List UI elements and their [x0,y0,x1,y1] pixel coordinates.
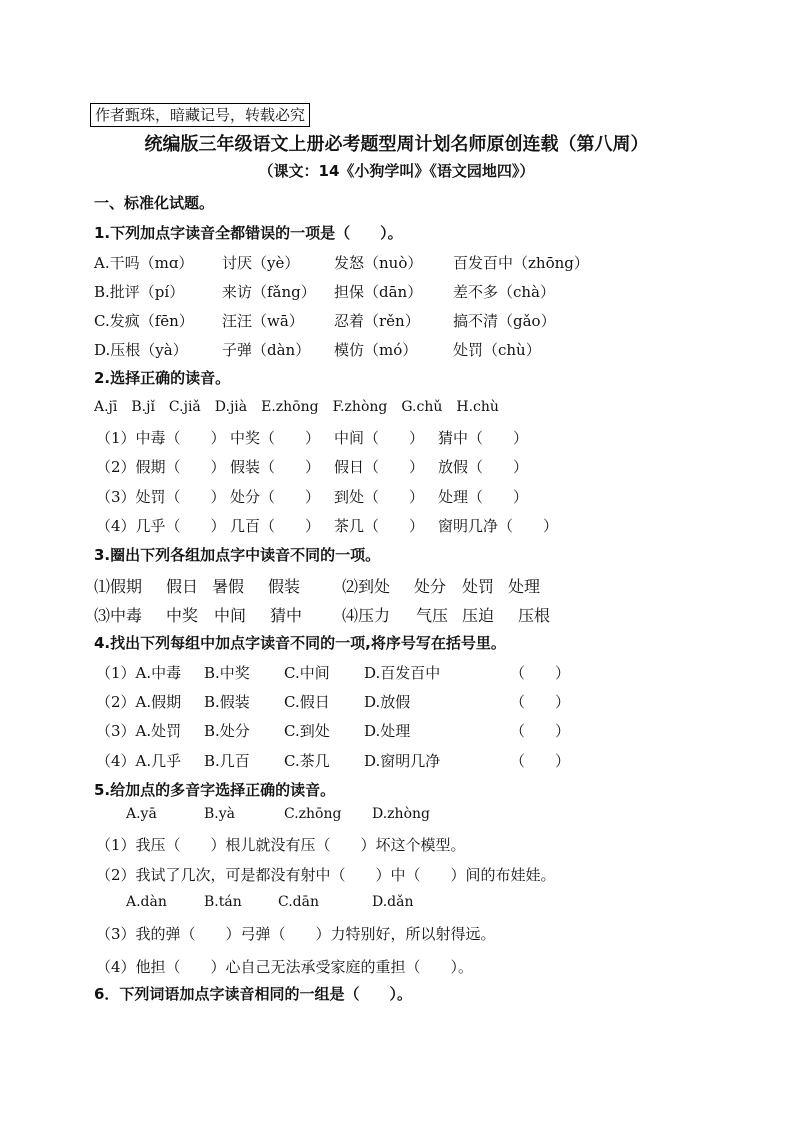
q2-word-blank: 处分（ ） [230,488,321,506]
question-2-stem: 2.选择正确的读音。 [94,369,231,387]
q5-sentence-3: （3）我的弹（ ）弓弹（ ）力特别好，所以射得远。 [96,925,496,943]
worksheet-subtitle: （课文：14《小狗学叫》《语文园地四》） [258,162,535,180]
question-5-stem: 5.给加点的多音字选择正确的读音。 [94,781,336,799]
q2-word-blank: （3）处罚（ ） [96,488,226,506]
q1-word: 搞不清（gǎo） [453,312,556,330]
q4-item-row [96,750,696,774]
q3-word: 压根 [518,606,551,625]
q4-option: （1）A.中毒 [96,664,182,682]
q4-answer-blank: （ ） [510,722,571,740]
q3-word: ⑵到处 [342,577,391,596]
q2-word-blank: （1）中毒（ ） [96,429,226,447]
q4-option: C.中间 [284,664,330,682]
q5-pinyin-options [126,894,626,918]
q4-option: （4）A.几乎 [96,752,182,770]
q4-option: B.假装 [204,693,250,711]
q1-word: 子弹（dàn） [222,341,311,359]
author-notice-box: 作者甄珠，暗藏记号，转载必究 [90,103,310,127]
question-4-stem: 4.找出下列每组中加点字读音不同的一项,将序号写在括号里。 [94,634,506,652]
q4-option: （2）A.假期 [96,693,182,711]
q3-word: 中奖 [166,606,199,625]
q3-word: ⑶中毒 [94,606,143,625]
q3-word: 暑假 [212,577,245,596]
q4-option: D.放假 [364,693,411,711]
q5-option: D.zhòng [372,806,430,822]
q5-option: A.yā [126,806,157,822]
q4-option: D.处理 [364,722,411,740]
q2-word-blank: 茶几（ ） [334,517,425,535]
q2-word-blank: （4）几乎（ ） [96,517,226,535]
q1-option-row [94,252,694,276]
q2-word-blank: 窗明几净（ ） [438,517,559,535]
q4-answer-blank: （ ） [510,664,571,682]
q5-sentence-2: （2）我试了几次，可是都没有射中（ ）中（ ）间的布娃娃。 [96,866,556,884]
q1-word: 汪汪（wā） [222,312,304,330]
worksheet-title: 统编版三年级语文上册必考题型周计划名师原创连载（第八周） [144,134,649,155]
q2-word-blank: 几百（ ） [230,517,321,535]
q5-sentence-1: （1）我压（ ）根儿就没有压（ ）坏这个模型。 [96,836,466,854]
q1-option-row [94,339,694,363]
q1-option-row [94,310,694,334]
q2-item-row [96,515,696,539]
q5-option: C.zhōng [284,806,342,822]
q3-group-row [94,574,694,598]
q4-option: B.几百 [204,752,250,770]
q1-word: B.批评（pí） [94,283,185,301]
q1-word: C.发疯（fēn） [94,312,194,330]
q1-word: 模仿（mó） [334,341,418,359]
q2-pinyin-options: A.jī B.jǐ C.jiǎ D.jià E.zhōng F.zhòng G.chǔ H.chù [94,399,499,415]
q4-answer-blank: （ ） [510,752,571,770]
q1-word: 来访（fǎng） [222,283,316,301]
q1-word: 发怒（nuò） [334,254,423,272]
q4-option: B.处分 [204,722,250,740]
q3-word: ⑴假期 [94,577,143,596]
q3-word: 压迫 [462,606,495,625]
q2-item-row [96,427,696,451]
q1-word: A.干吗（mɑ） [94,254,194,272]
q3-word: 气压 [416,606,449,625]
q3-word: 处理 [508,577,541,596]
q4-answer-blank: （ ） [510,693,571,711]
q2-word-blank: 猜中（ ） [438,429,529,447]
q2-word-blank: 中奖（ ） [230,429,321,447]
q4-option: D.窗明几净 [364,752,441,770]
q1-word: 讨厌（yè） [222,254,300,272]
q4-item-row [96,720,696,744]
question-3-stem: 3.圈出下列各组加点字中读音不同的一项。 [94,546,381,564]
q2-word-blank: 到处（ ） [334,488,425,506]
q1-word: 百发百中（zhōng） [453,254,589,272]
q1-option-row [94,281,694,305]
q5-option: B.tán [204,894,242,910]
q5-option: B.yà [204,806,235,822]
q3-word: ⑷压力 [342,606,391,625]
q1-word: 担保（dān） [334,283,423,301]
q5-sentence-4: （4）他担（ ）心自己无法承受家庭的重担（ ）。 [96,958,474,976]
q3-word: 假装 [268,577,301,596]
q2-item-row [96,456,696,480]
q4-item-row [96,691,696,715]
q4-option: C.茶几 [284,752,330,770]
q1-word: 忍着（rěn） [334,312,420,330]
q2-word-blank: 放假（ ） [438,458,529,476]
q1-word: D.压根（yà） [94,341,188,359]
q4-option: D.百发百中 [364,664,441,682]
q4-item-row [96,662,696,686]
q2-word-blank: 中间（ ） [334,429,425,447]
q3-word: 中间 [214,606,247,625]
q4-option: B.中奖 [204,664,250,682]
q5-option: A.dàn [126,894,167,910]
q3-word: 处分 [414,577,447,596]
q4-option: C.到处 [284,722,330,740]
q2-word-blank: 假装（ ） [230,458,321,476]
q5-pinyin-options [126,806,626,830]
q2-word-blank: 处理（ ） [438,488,529,506]
q3-word: 假日 [166,577,199,596]
q2-word-blank: （2）假期（ ） [96,458,226,476]
question-1-stem: 1.下列加点字读音全都错误的一项是（ ）。 [94,224,403,242]
q3-word: 处罚 [462,577,495,596]
q3-group-row [94,603,694,627]
section-heading: 一、标准化试题。 [94,194,215,212]
q4-option: C.假日 [284,693,330,711]
question-6-stem: 6．下列词语加点字读音相同的一组是（ ）。 [94,985,412,1003]
q5-option: D.dǎn [372,894,414,910]
q3-word: 猜中 [270,606,303,625]
q1-word: 处罚（chù） [453,341,541,359]
q4-option: （3）A.处罚 [96,722,182,740]
q1-word: 差不多（chà） [453,283,556,301]
q2-item-row [96,486,696,510]
q5-option: C.dān [278,894,319,910]
q2-word-blank: 假日（ ） [334,458,425,476]
